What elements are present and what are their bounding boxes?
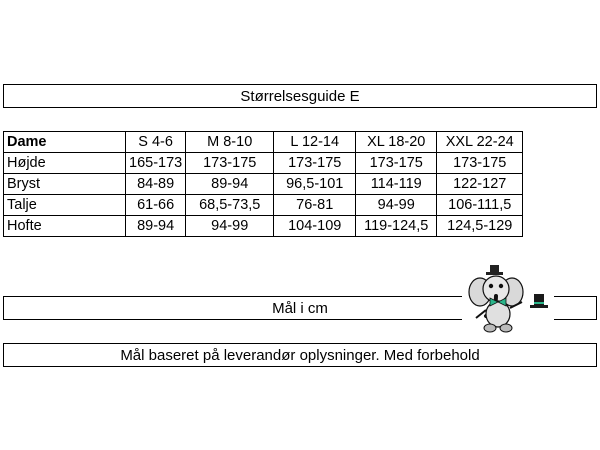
size-guide-title: Størrelsesguide E: [240, 87, 360, 105]
table-cell: 173-175: [186, 153, 274, 174]
elephant-mascot-icon: [462, 262, 554, 334]
table-cell: 61-66: [126, 195, 186, 216]
table-cell: 89-94: [186, 174, 274, 195]
column-header: S 4-6: [126, 132, 186, 153]
units-note: Mål i cm: [272, 299, 328, 317]
disclaimer-text: Mål baseret på leverandør oplysninger. Med forbehold: [120, 346, 480, 364]
table-row: [4, 153, 523, 174]
corner-label: Dame: [4, 132, 126, 153]
table-cell: 104-109: [274, 216, 356, 237]
table-cell: 114-119: [356, 174, 437, 195]
table-row: [4, 174, 523, 195]
table-row: [4, 195, 523, 216]
title-box: [3, 84, 597, 108]
table-cell: 173-175: [274, 153, 356, 174]
row-label: Hofte: [4, 216, 126, 237]
row-label: Bryst: [4, 174, 126, 195]
size-table: [3, 131, 523, 237]
column-header: L 12-14: [274, 132, 356, 153]
table-cell: 84-89: [126, 174, 186, 195]
table-row: [4, 216, 523, 237]
table-header-row: [4, 132, 523, 153]
table-cell: 94-99: [186, 216, 274, 237]
row-label: Talje: [4, 195, 126, 216]
table-cell: 173-175: [437, 153, 523, 174]
table-cell: 94-99: [356, 195, 437, 216]
column-header: XXL 22-24: [437, 132, 523, 153]
column-header: XL 18-20: [356, 132, 437, 153]
table-cell: 119-124,5: [356, 216, 437, 237]
table-cell: 173-175: [356, 153, 437, 174]
table-cell: 96,5-101: [274, 174, 356, 195]
disclaimer-box: [3, 343, 597, 367]
table-cell: 165-173: [126, 153, 186, 174]
table-cell: 124,5-129: [437, 216, 523, 237]
table-cell: 89-94: [126, 216, 186, 237]
table-cell: 106-111,5: [437, 195, 523, 216]
row-label: Højde: [4, 153, 126, 174]
table-cell: 76-81: [274, 195, 356, 216]
column-header: M 8-10: [186, 132, 274, 153]
table-cell: 122-127: [437, 174, 523, 195]
table-cell: 68,5-73,5: [186, 195, 274, 216]
